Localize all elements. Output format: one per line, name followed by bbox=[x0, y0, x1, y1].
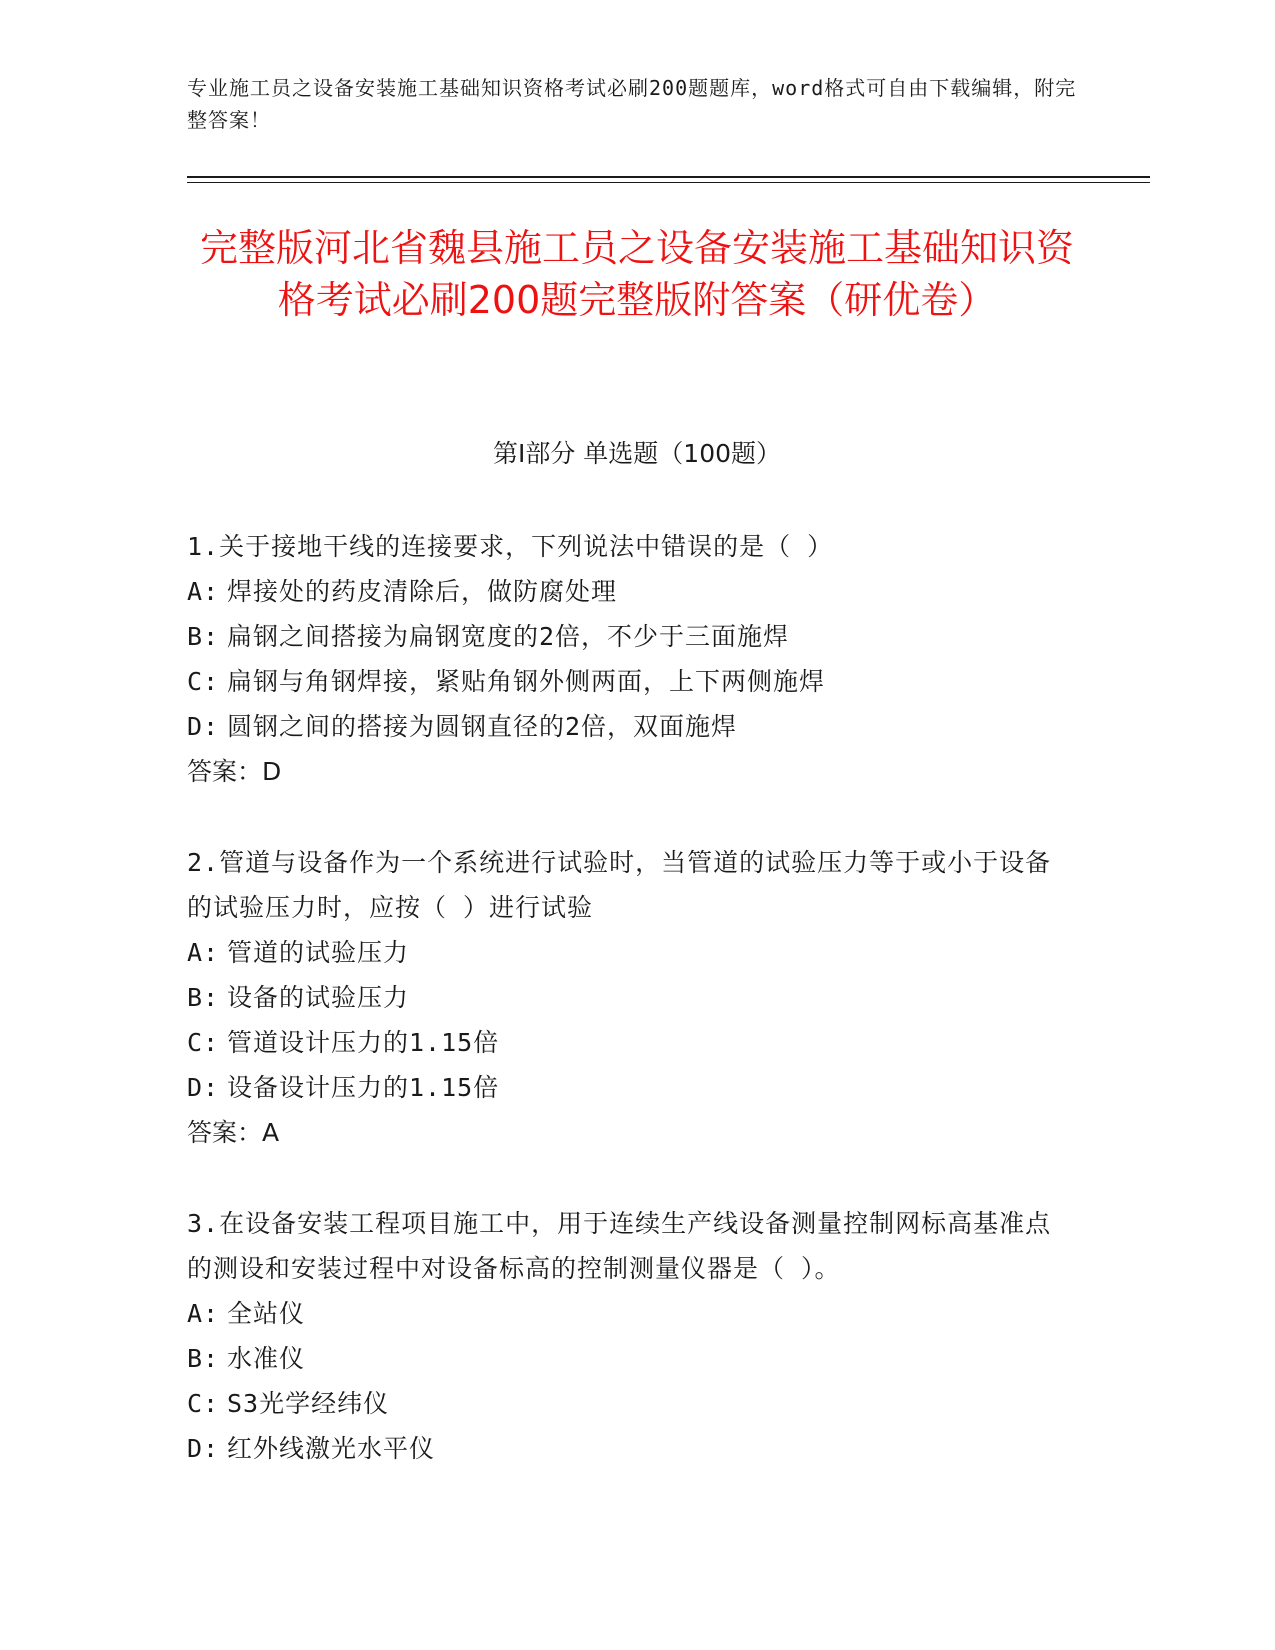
option-text: 红外线激光水平仪 bbox=[227, 1434, 436, 1463]
option-text: 焊接处的药皮清除后，做防腐处理 bbox=[227, 577, 618, 606]
question-text: 3.在设备安装工程项目施工中，用于连续生产线设备测量控制网标高基准点的测设和安装过程中对设备标高的控制测量仪器是（ ）。 bbox=[187, 1209, 1052, 1283]
section-title: 第Ⅰ部分 单选题（100题） bbox=[492, 439, 782, 468]
answer-line: 答案：A bbox=[187, 1118, 280, 1147]
option-letter: A: bbox=[187, 938, 220, 967]
option-letter: A: bbox=[187, 1299, 220, 1328]
option-text: 管道的试验压力 bbox=[227, 938, 410, 967]
option-letter: C: bbox=[187, 1028, 220, 1057]
option-d bbox=[187, 1065, 1067, 1110]
option-text: 管道设计压力的1.15倍 bbox=[227, 1028, 500, 1057]
option-letter: D: bbox=[187, 1434, 220, 1463]
option-letter: D: bbox=[187, 1073, 220, 1102]
option-d bbox=[187, 1426, 1067, 1471]
option-text: 水准仪 bbox=[227, 1344, 306, 1373]
option-text: 全站仪 bbox=[227, 1299, 306, 1328]
option-text: 圆钢之间的搭接为圆钢直径的2倍，双面施焊 bbox=[227, 712, 738, 741]
option-a bbox=[187, 1291, 1067, 1336]
header-note: 专业施工员之设备安装施工基础知识资格考试必刷200题题库，word格式可自由下载编辑，附完整答案！ bbox=[187, 76, 1077, 132]
option-b bbox=[187, 1336, 1067, 1381]
option-letter: D: bbox=[187, 712, 220, 741]
option-letter: B: bbox=[187, 983, 220, 1012]
question-text: 2.管道与设备作为一个系统进行试验时，当管道的试验压力等于或小于设备的试验压力时，应按（ ）进行试验 bbox=[187, 848, 1052, 922]
option-c bbox=[187, 659, 1067, 704]
question-list bbox=[187, 524, 1067, 1517]
option-letter: A: bbox=[187, 577, 220, 606]
option-a bbox=[187, 569, 1067, 614]
option-d bbox=[187, 704, 1067, 749]
document-title: 完整版河北省魏县施工员之设备安装施工基础知识资格考试必刷200题完整版附答案（研优卷） bbox=[199, 226, 1074, 322]
option-text: 设备的试验压力 bbox=[227, 983, 410, 1012]
option-b bbox=[187, 614, 1067, 659]
option-letter: C: bbox=[187, 1389, 220, 1418]
option-letter: B: bbox=[187, 1344, 220, 1373]
option-c bbox=[187, 1381, 1067, 1426]
header-rule-thick bbox=[187, 176, 1150, 178]
question-2 bbox=[187, 840, 1067, 1155]
question-1 bbox=[187, 524, 1067, 794]
header-rule-thin bbox=[187, 182, 1150, 183]
option-c bbox=[187, 1020, 1067, 1065]
option-letter: B: bbox=[187, 622, 220, 651]
answer-line: 答案：D bbox=[187, 757, 282, 786]
question-text: 1.关于接地干线的连接要求，下列说法中错误的是（ ） bbox=[187, 532, 834, 561]
option-text: 设备设计压力的1.15倍 bbox=[227, 1073, 500, 1102]
option-b bbox=[187, 975, 1067, 1020]
option-text: S3光学经纬仪 bbox=[227, 1389, 390, 1418]
option-letter: C: bbox=[187, 667, 220, 696]
option-text: 扁钢之间搭接为扁钢宽度的2倍，不少于三面施焊 bbox=[227, 622, 790, 651]
option-a bbox=[187, 930, 1067, 975]
option-text: 扁钢与角钢焊接，紧贴角钢外侧两面，上下两侧施焊 bbox=[227, 667, 826, 696]
question-3 bbox=[187, 1201, 1067, 1471]
